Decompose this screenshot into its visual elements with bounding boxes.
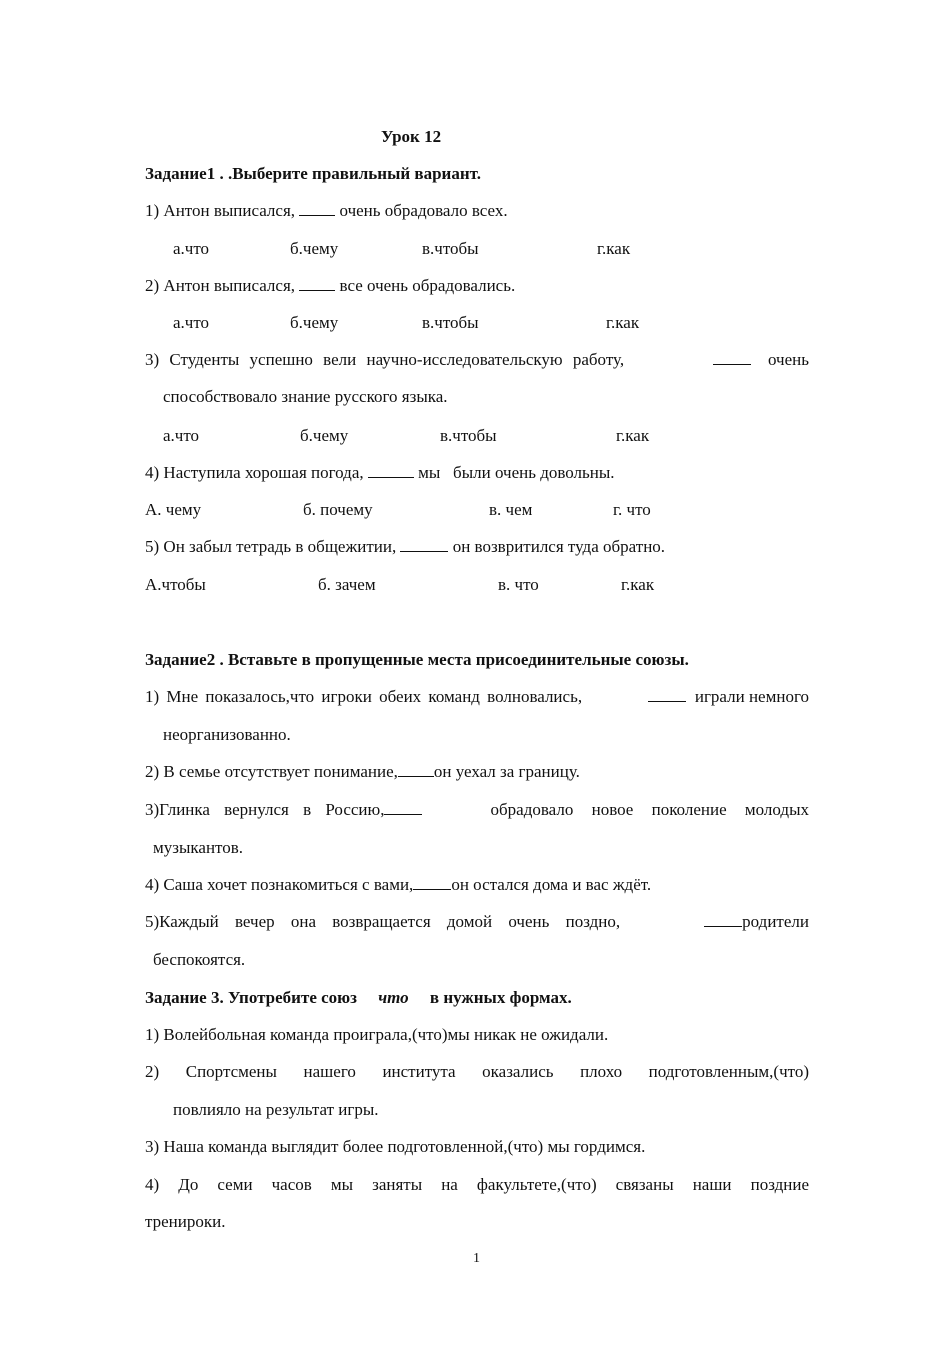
question-text: все очень обрадовались. — [339, 276, 516, 295]
question-text: 5) Он забыл тетрадь в общежитии, — [145, 537, 397, 556]
option-a[interactable]: А.чтобы — [145, 575, 206, 594]
task1-question-1 — [145, 202, 508, 219]
option-c[interactable]: в. что — [498, 575, 539, 594]
question-text: 1) Антон выписался, — [145, 201, 296, 220]
answer-blank[interactable] — [384, 813, 422, 815]
question-text: он возвритился туда обратно. — [452, 537, 666, 556]
task1-question-5 — [145, 538, 665, 555]
answer-blank[interactable] — [400, 550, 448, 552]
task3-heading — [145, 989, 572, 1006]
option-c[interactable]: в.чтобы — [422, 239, 479, 258]
question-text: 2) Антон выписался, — [145, 276, 296, 295]
option-b[interactable]: б.чему — [290, 239, 339, 258]
page-title: Урок 12 — [381, 127, 442, 146]
question-text: обрадовало новое поколение молодых — [490, 800, 809, 819]
task1-question-2 — [145, 277, 515, 294]
task2-question-1 — [145, 688, 809, 705]
question-continuation: тренироки. — [145, 1212, 226, 1231]
task1-question-4 — [145, 464, 615, 481]
question-text: он остался дома и вас ждёт. — [451, 875, 652, 894]
answer-blank[interactable] — [398, 775, 434, 777]
question-continuation: музыкантов. — [153, 838, 244, 857]
question-text: родители — [742, 912, 809, 931]
question-text: 3)Глинка вернулся в Россию, — [145, 800, 385, 819]
task3-question-2: 2) Спортсмены нашего института оказались плохо подготовленным,(что) — [145, 1062, 809, 1081]
task3-question-3: 3) Наша команда выглядит более подготовленной,(что) мы гордимся. — [145, 1137, 646, 1156]
question-text: 1) Мне показалось,что игроки обеих команд волновались, — [145, 687, 583, 706]
answer-blank[interactable] — [368, 476, 414, 478]
question-text: 2) В семье отсутствует понимание, — [145, 762, 398, 781]
question-text: 3) Студенты успешно вели научно-исследовательскую работу, — [145, 350, 625, 369]
task2-question-3 — [145, 801, 809, 818]
option-d[interactable]: г.как — [597, 239, 631, 258]
option-b[interactable]: б.чему — [290, 313, 339, 332]
question-continuation: способствовало знание русского языка. — [163, 387, 448, 406]
question-text: очень — [767, 350, 809, 369]
option-b[interactable]: б. зачем — [318, 575, 376, 594]
question-text: очень обрадовало всех. — [339, 201, 508, 220]
task1-heading: Задание1 . .Выберите правильный вариант. — [145, 164, 481, 183]
answer-blank[interactable] — [299, 214, 335, 216]
question-continuation: беспокоятся. — [153, 950, 246, 969]
heading-text: в нужных формах. — [429, 988, 572, 1007]
option-d[interactable]: г.как — [606, 313, 640, 332]
answer-blank[interactable] — [713, 363, 751, 365]
question-text: он уехал за границу. — [433, 762, 580, 781]
task2-question-4 — [145, 876, 651, 893]
option-b[interactable]: б. почему — [303, 500, 373, 519]
option-a[interactable]: а.что — [163, 426, 200, 445]
question-text: 4) Саша хочет познакомиться с вами, — [145, 875, 414, 894]
option-b[interactable]: б.чему — [300, 426, 349, 445]
option-d[interactable]: г.как — [616, 426, 650, 445]
question-text: играли немного — [694, 687, 809, 706]
option-a[interactable]: а.что — [173, 239, 210, 258]
task3-question-4: 4) До семи часов мы заняты на факультете,(что) связаны наши поздние — [145, 1175, 809, 1194]
question-text: мы были очень довольны. — [418, 463, 615, 482]
heading-text: Задание 3. Употребите союз — [145, 988, 357, 1007]
task2-question-5 — [145, 913, 809, 930]
question-continuation: повлияло на результат игры. — [173, 1100, 379, 1119]
option-c[interactable]: в.чтобы — [422, 313, 479, 332]
page-number: 1 — [473, 1251, 480, 1266]
question-continuation: неорганизованно. — [163, 725, 291, 744]
option-c[interactable]: в.чтобы — [440, 426, 497, 445]
option-d[interactable]: г.как — [621, 575, 655, 594]
answer-blank[interactable] — [704, 925, 742, 927]
option-a[interactable]: а.что — [173, 313, 210, 332]
answer-blank[interactable] — [413, 888, 451, 890]
task3-question-1: 1) Волейбольная команда проиграла,(что)мы никак не ожидали. — [145, 1025, 609, 1044]
answer-blank[interactable] — [648, 700, 686, 702]
option-c[interactable]: в. чем — [489, 500, 533, 519]
answer-blank[interactable] — [299, 289, 335, 291]
task2-heading: Задание2 . Вставьте в пропущенные места присоединительные союзы. — [145, 650, 689, 669]
question-text: 5)Каждый вечер она возвращается домой очень поздно, — [145, 912, 621, 931]
task1-question-3 — [145, 351, 809, 368]
option-d[interactable]: г. что — [613, 500, 651, 519]
option-a[interactable]: А. чему — [145, 500, 202, 519]
question-text: 4) Наступила хорошая погода, — [145, 463, 364, 482]
heading-keyword: что — [378, 988, 409, 1007]
task2-question-2 — [145, 763, 580, 780]
